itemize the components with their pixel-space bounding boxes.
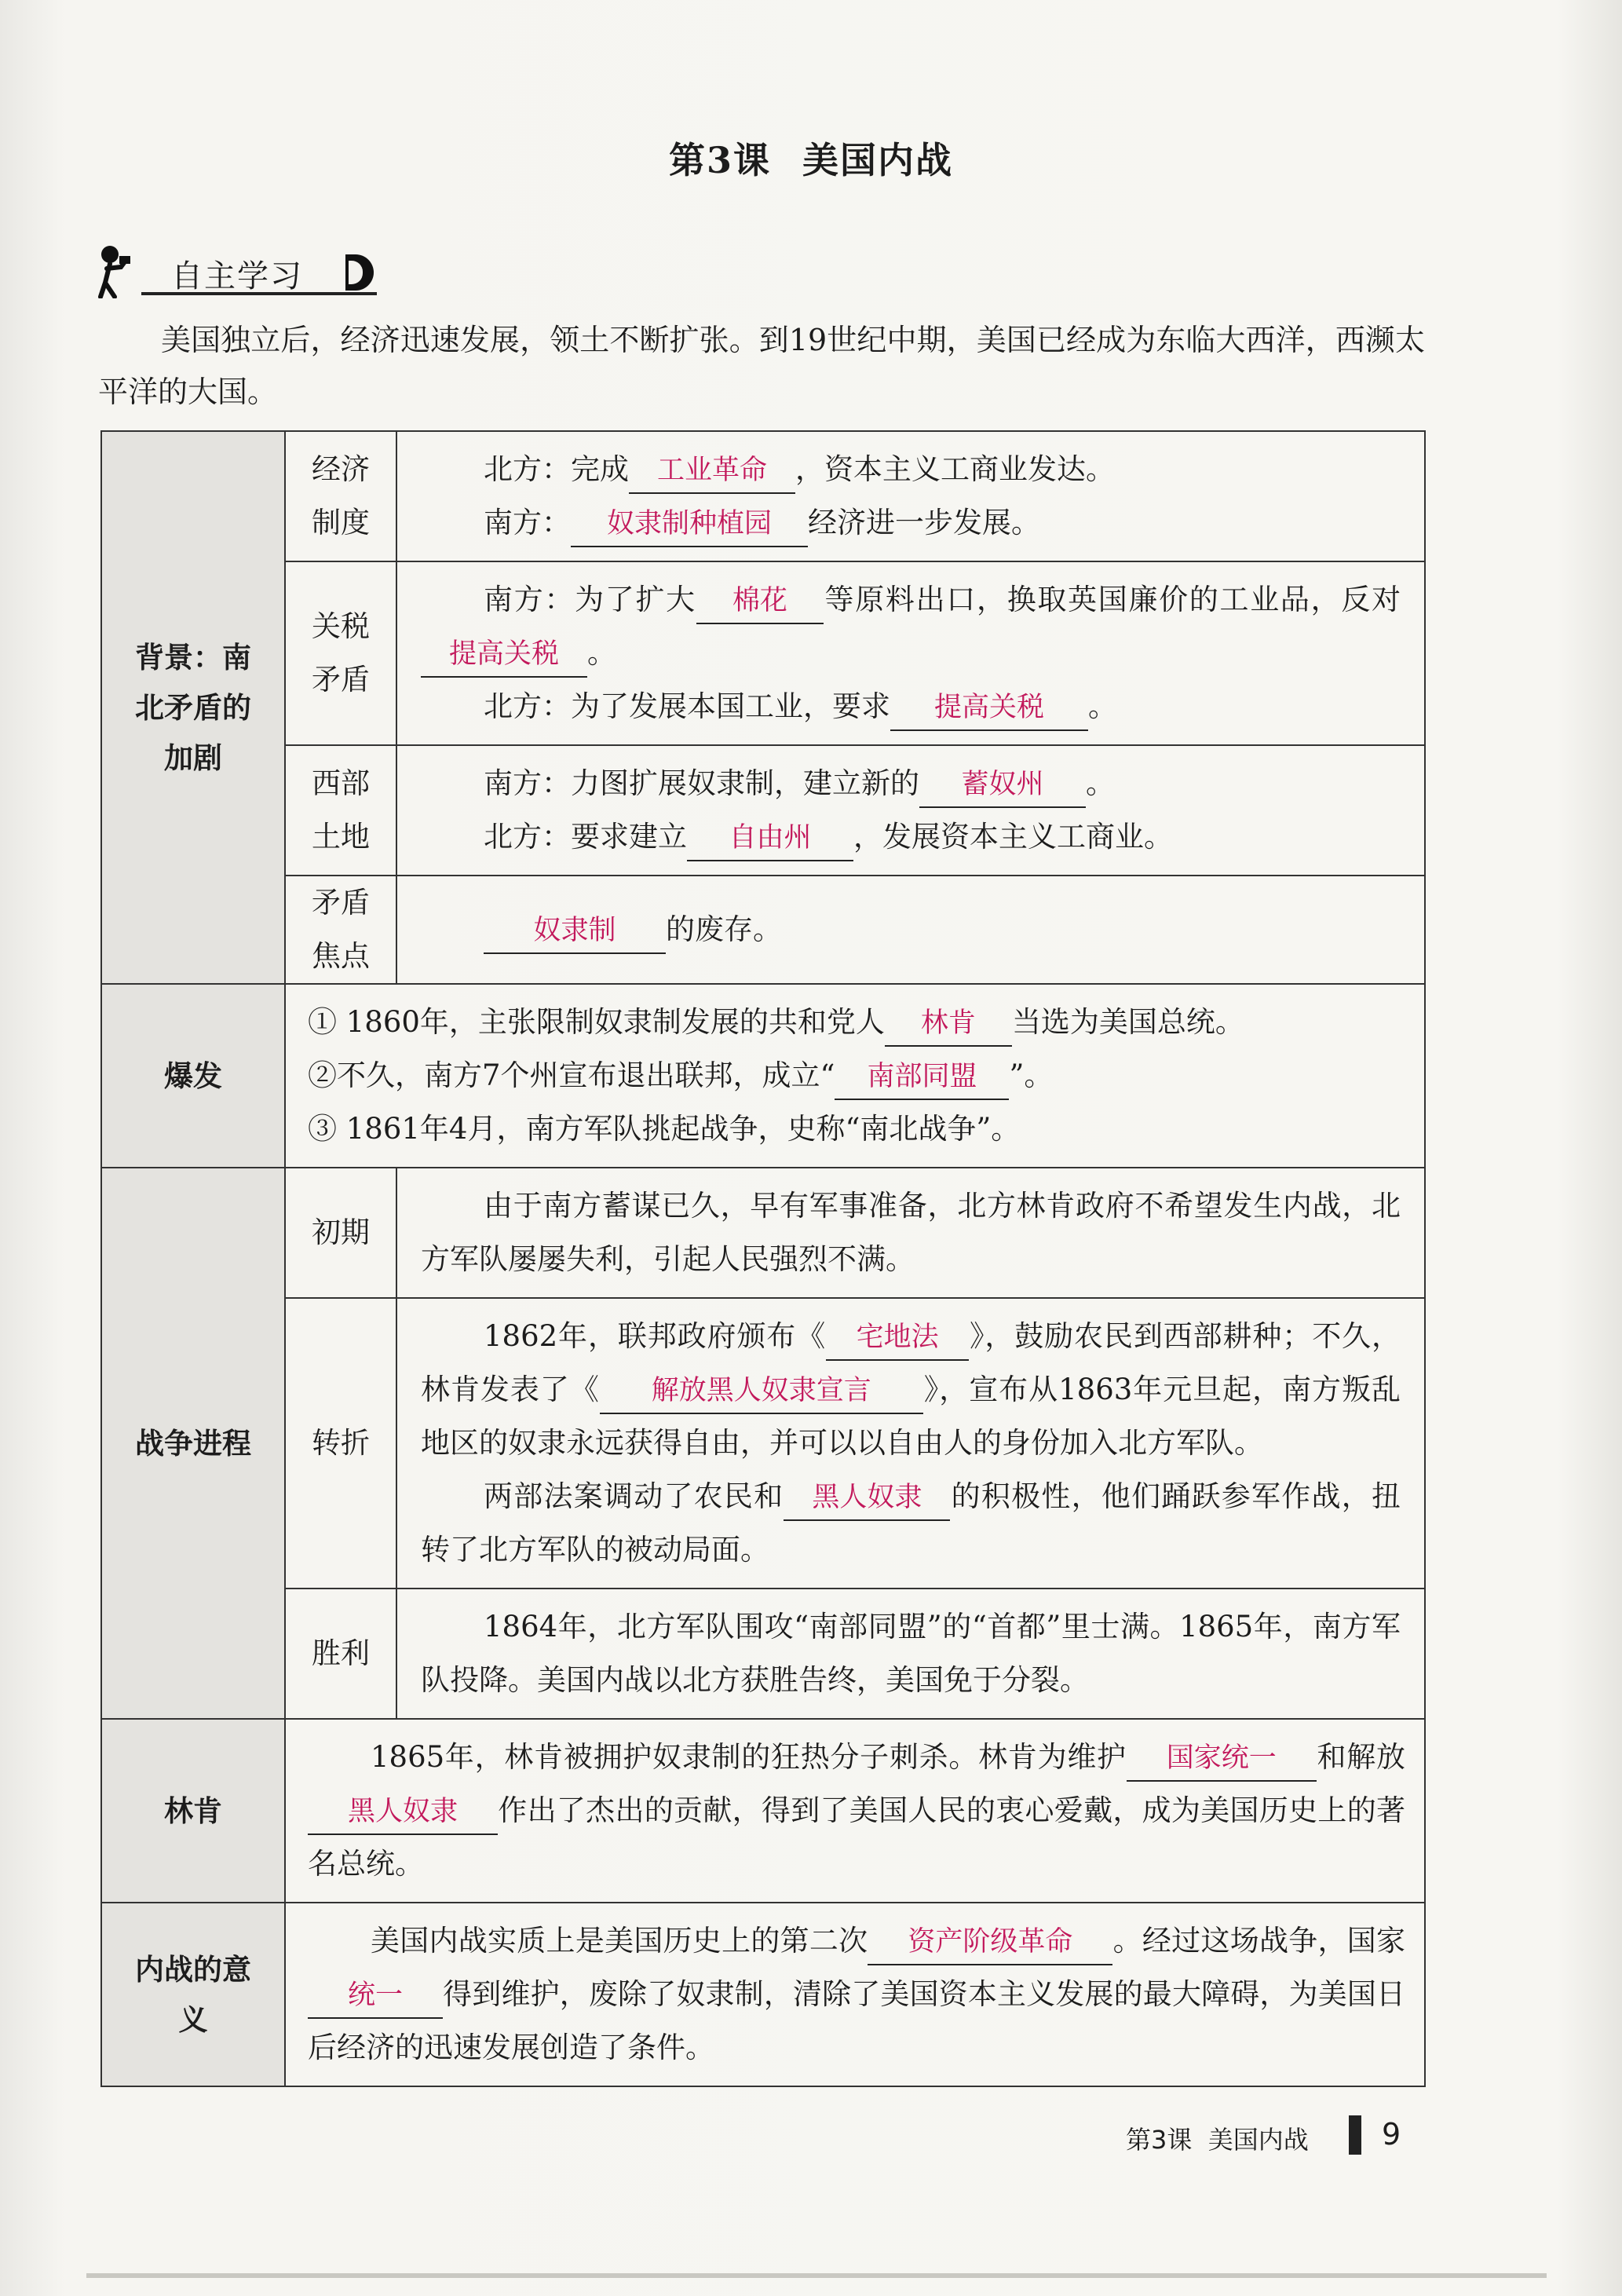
answer-blank[interactable]: 统一 — [308, 1973, 443, 2019]
answer-blank[interactable]: 宅地法 — [826, 1315, 969, 1361]
answer-blank[interactable]: 提高关税 — [421, 632, 587, 678]
section-label: 自主学习 — [171, 258, 303, 294]
row-label-outbreak: 爆发 — [101, 984, 285, 1168]
table-row — [101, 1719, 1425, 1903]
answer-blank[interactable]: 奴隶制种植园 — [571, 502, 808, 547]
intro-paragraph: 美国独立后，经济迅速发展，领土不断扩张。到19世纪中期，美国已经成为东临大西洋，西濒太平洋的大国。 — [98, 323, 1425, 409]
cell-significance: 美国内战实质上是美国历史上的第二次 资产阶级革命 。经过这场战争，国家统一 得到维护，废除了奴隶制，清除了美国资本主义发展的最大障碍，为美国日后经济的迅速发展创造了条件。 — [285, 1903, 1425, 2086]
answer-blank[interactable]: 提高关税 — [890, 686, 1088, 731]
answer-blank[interactable]: 黑人奴隶 — [784, 1475, 950, 1521]
sub-label-tariff: 关税矛盾 — [285, 561, 396, 745]
cell-economy: 北方：完成 工业革命 ，资本主义工商业发达。 南方： 奴隶制种植园 经济进一步发展。 — [396, 431, 1425, 561]
table-row — [101, 745, 1425, 876]
answer-blank[interactable]: 国家统一 — [1127, 1736, 1317, 1782]
table-row — [101, 1589, 1425, 1719]
summary-table — [100, 430, 1426, 2087]
cell-victory: 1864年，北方军队围攻“南部同盟”的“首都”里士满。1865年，南方军队投降。美国内战以北方获胜告终，美国免于分裂。 — [396, 1589, 1425, 1719]
page-number: 9 — [1382, 2117, 1401, 2152]
row-label-significance: 内战的意义 — [101, 1903, 285, 2086]
cell-west: 南方：力图扩展奴隶制，建立新的 蓄奴州 。 北方：要求建立 自由州 ，发展资本主义工商业。 — [396, 745, 1425, 876]
answer-blank[interactable]: 奴隶制 — [484, 909, 666, 954]
table-row — [101, 1298, 1425, 1589]
lesson-number: 第3课 — [668, 139, 771, 181]
page-title — [0, 132, 1622, 184]
sub-label-turn: 转折 — [285, 1298, 396, 1589]
row-label-background: 背景：南北矛盾的加剧 — [101, 431, 285, 984]
sub-label-victory: 胜利 — [285, 1589, 396, 1719]
row-label-lincoln: 林肯 — [101, 1719, 285, 1903]
table-row — [101, 984, 1425, 1168]
footer-lesson: 第3课 美国内战 — [1126, 2125, 1309, 2155]
cell-turn: 1862年，联邦政府颁布《 宅地法 》，鼓励农民到西部耕种；不久，林肯发表了《 解放黑人奴隶宣言 》，宣布从1863年元旦起，南方叛乱地区的奴隶永远获得自由，并可以以自由人的身份加入北方军队。 两部法案调动了农民和 黑人奴隶 的积极性，他们踊跃参军作战，扭转了北方军队的被动局面。 — [396, 1298, 1425, 1589]
sub-label-early: 初期 — [285, 1168, 396, 1298]
answer-blank[interactable]: 南部同盟 — [835, 1055, 1009, 1100]
cell-lincoln: 1865年，林肯被拥护奴隶制的狂热分子刺杀。林肯为维护 国家统一 和解放黑人奴隶 作出了杰出的贡献，得到了美国人民的衷心爱戴，成为美国历史上的著名总统。 — [285, 1719, 1425, 1903]
cell-outbreak: ① 1860年，主张限制奴隶制发展的共和党人 林肯 当选为美国总统。 ②不久，南方7个州宣布退出联邦，成立“ 南部同盟 ”。 ③ 1861年4月，南方军队挑起战争，史称“南北战争”。 — [285, 984, 1425, 1168]
reading-figure-icon — [94, 243, 133, 298]
answer-blank[interactable]: 蓄奴州 — [919, 762, 1086, 808]
answer-blank[interactable]: 林肯 — [885, 1001, 1012, 1047]
table-row — [101, 561, 1425, 745]
sub-label-west: 西部土地 — [285, 745, 396, 876]
cell-early: 由于南方蓄谋已久，早有军事准备，北方林肯政府不希望发生内战，北方军队屡屡失利，引起人民强烈不满。 — [396, 1168, 1425, 1298]
answer-blank[interactable]: 棉花 — [696, 579, 824, 624]
row-label-course: 战争进程 — [101, 1168, 285, 1719]
cell-focus: 奴隶制 的废存。 — [396, 876, 1425, 984]
answer-blank[interactable]: 资产阶级革命 — [868, 1920, 1112, 1965]
cell-tariff: 南方：为了扩大 棉花 等原料出口，换取英国廉价的工业品，反对提高关税 。 北方：为了发展本国工业，要求 提高关税 。 — [396, 561, 1425, 745]
table-row — [101, 1903, 1425, 2086]
table-row — [101, 1168, 1425, 1298]
table-row — [101, 431, 1425, 561]
footer-bar — [1349, 2115, 1361, 2155]
lesson-name: 美国内战 — [802, 139, 953, 181]
page-footer — [1115, 2111, 1523, 2158]
answer-blank[interactable]: 工业革命 — [629, 448, 795, 494]
sub-label-focus: 矛盾焦点 — [285, 876, 396, 984]
page-bottom-edge — [86, 2273, 1547, 2278]
table-row — [101, 876, 1425, 984]
answer-blank[interactable]: 自由州 — [687, 816, 853, 861]
sub-label-economy: 经济制度 — [285, 431, 396, 561]
answer-blank[interactable]: 解放黑人奴隶宣言 — [600, 1369, 923, 1414]
section-header — [94, 243, 377, 298]
answer-blank[interactable]: 黑人奴隶 — [308, 1790, 498, 1835]
